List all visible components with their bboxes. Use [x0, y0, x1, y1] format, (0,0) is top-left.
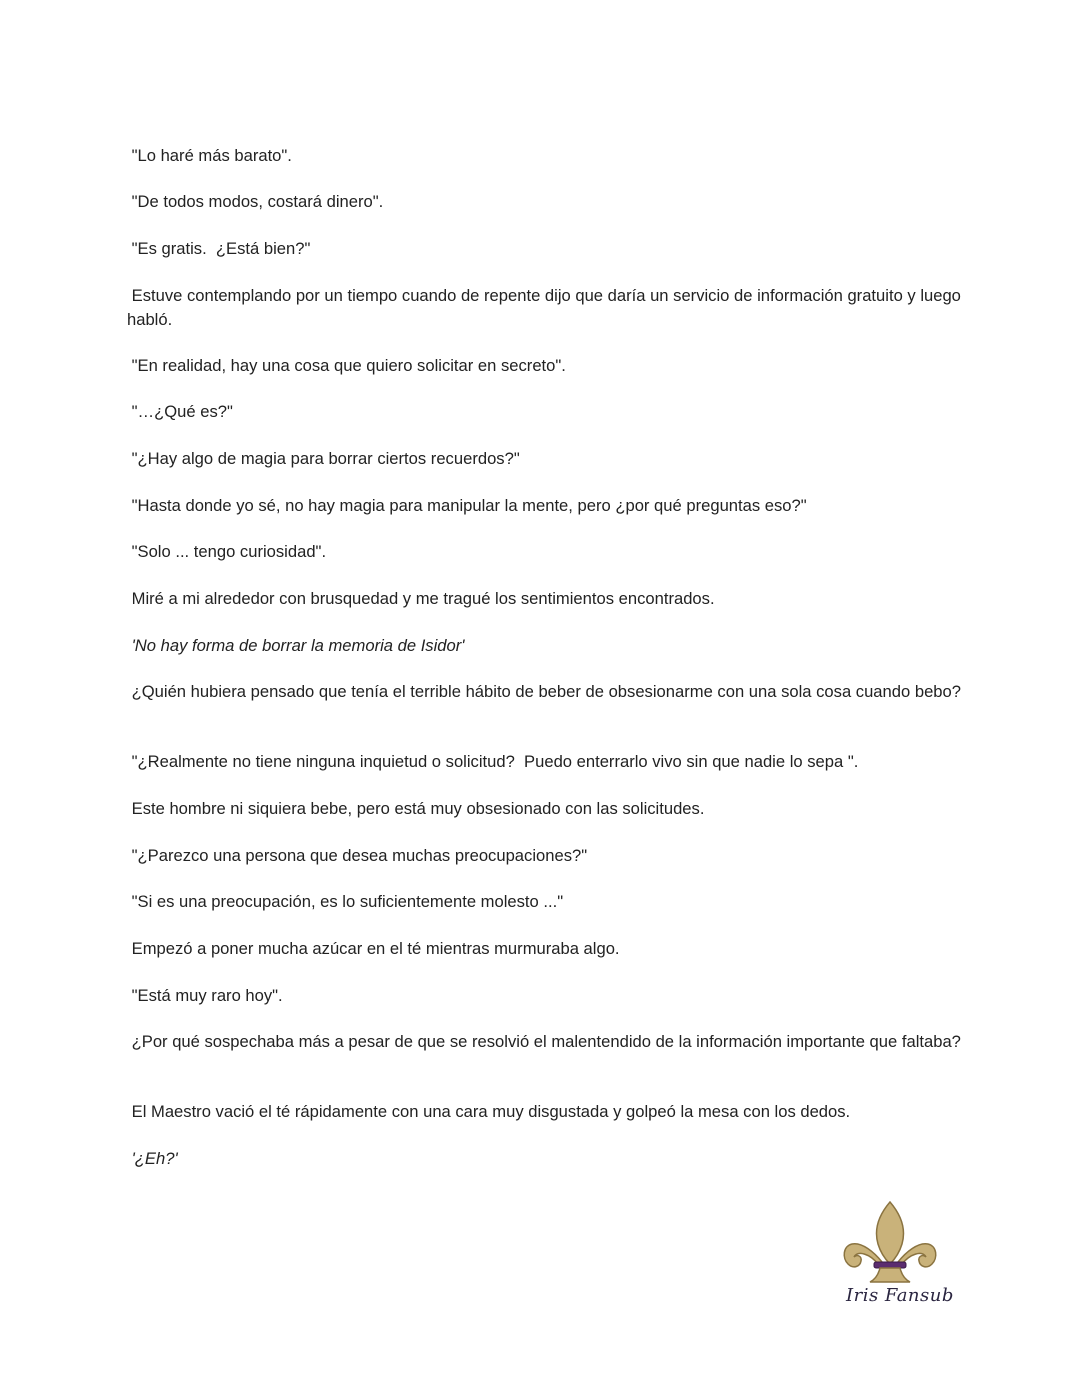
paragraph: Empezó a poner mucha azúcar en el té mientras murmuraba algo. [127, 939, 620, 958]
paragraph: "¿Hay algo de magia para borrar ciertos recuerdos?" [127, 449, 520, 468]
paragraph: "Solo ... tengo curiosidad". [127, 542, 327, 561]
paragraph: ¿Por qué sospechaba más a pesar de que se resolvió el malentendido de la información importante que faltaba? [127, 1032, 961, 1051]
paragraph: "Lo haré más barato". [127, 146, 292, 165]
italic-thought: 'No hay forma de borrar la memoria de Isidor' [127, 636, 465, 655]
paragraph: "En realidad, hay una cosa que quiero solicitar en secreto". [127, 356, 566, 375]
paragraph: "¿Realmente no tiene ninguna inquietud o solicitud? Puedo enterrarlo vivo sin que nadie lo sepa ". [127, 752, 859, 771]
paragraph: Este hombre ni siquiera bebe, pero está muy obsesionado con las solicitudes. [127, 799, 705, 818]
italic-thought: '¿Eh?' [127, 1149, 178, 1168]
paragraph: Estuve contemplando por un tiempo cuando de repente dijo que daría un servicio de información gratuito y luego habló. [127, 286, 966, 329]
paragraph: "Está muy raro hoy". [127, 986, 283, 1005]
paragraph: "Es gratis. ¿Está bien?" [127, 239, 311, 258]
logo-text: Iris Fansub [846, 1285, 954, 1306]
paragraph: ¿Quién hubiera pensado que tenía el terrible hábito de beber de obsesionarme con una sola cosa cuando bebo? [127, 682, 961, 701]
paragraph: Miré a mi alrededor con brusquedad y me tragué los sentimientos encontrados. [127, 589, 715, 608]
paragraph: El Maestro vació el té rápidamente con una cara muy disgustada y golpeó la mesa con los dedos. [127, 1102, 851, 1121]
paragraph: "¿Parezco una persona que desea muchas preocupaciones?" [127, 846, 588, 865]
paragraph: "Hasta donde yo sé, no hay magia para manipular la mente, pero ¿por qué preguntas eso?" [127, 496, 807, 515]
paragraph: "Si es una preocupación, es lo suficientemente molesto ..." [127, 892, 564, 911]
paragraph: "De todos modos, costará dinero". [127, 192, 384, 211]
paragraph: "…¿Qué es?" [127, 402, 233, 421]
